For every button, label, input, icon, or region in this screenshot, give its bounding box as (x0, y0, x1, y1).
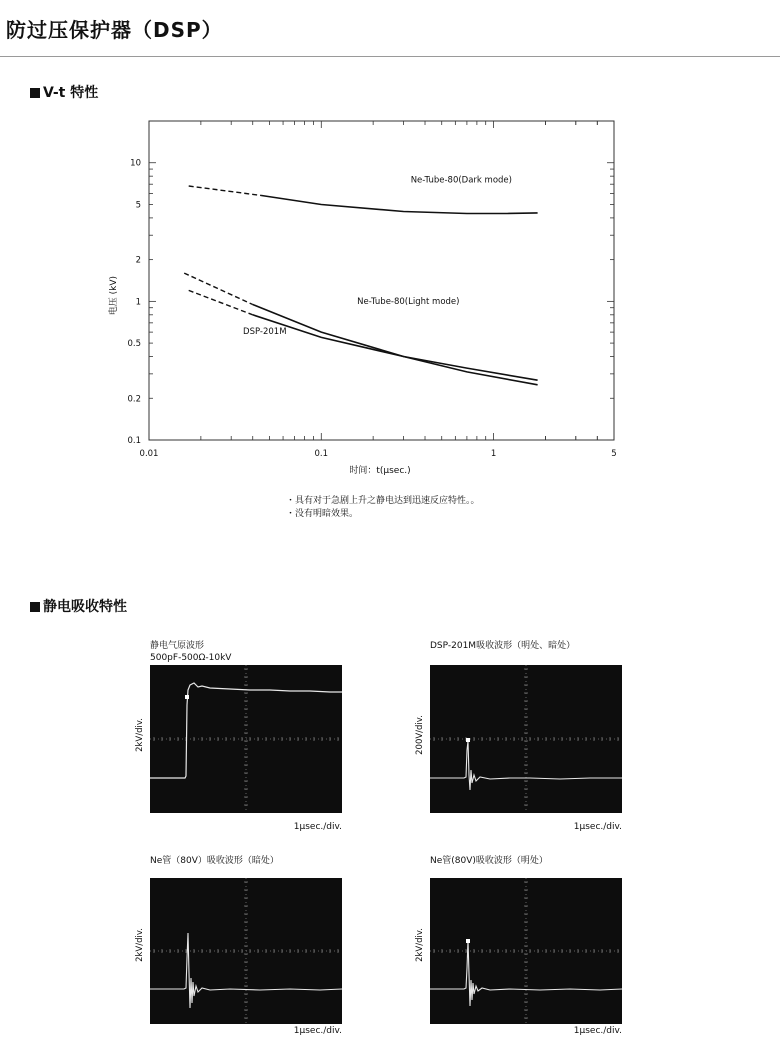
chart-frame (149, 121, 614, 440)
scope-grid (150, 878, 342, 1024)
vt-chart (100, 110, 640, 490)
vt-notes (286, 495, 480, 521)
section-title-vt-text: V-t 特性 (43, 85, 99, 101)
square-bullet-icon (30, 88, 40, 98)
scope-3-screen (150, 878, 342, 1024)
series-line-dashed (184, 273, 253, 304)
series-label: Ne-Tube-80(Dark mode) (410, 175, 512, 186)
scope-1-caption (150, 640, 231, 664)
series-line (262, 196, 538, 214)
scope-caption-line: 静电气原波形 (150, 641, 205, 651)
scope-1-xlabel: 1μsec./div. (293, 822, 342, 832)
scope-grid (430, 878, 622, 1024)
scope-3-xlabel: 1μsec./div. (293, 1026, 342, 1036)
x-tick-label: 0.1 (314, 449, 329, 459)
scope-4-screen (430, 878, 622, 1024)
series-label: Ne-Tube-80(Light mode) (357, 296, 460, 307)
scope-caption-line: 500pF-500Ω-10kV (150, 653, 232, 663)
scope-2-screen (430, 665, 622, 813)
y-axis-label: 电压 (kV) (109, 275, 119, 316)
trigger-marker (466, 738, 470, 742)
section-title-vt (30, 82, 98, 102)
x-axis-label: 时间：t(μsec.) (349, 466, 411, 476)
y-tick-label: 1 (135, 297, 141, 308)
scope-caption-line: Ne管（80V）吸收波形（暗处） (150, 856, 279, 866)
scope-caption-line: Ne管(80V)吸收波形（明处） (430, 856, 548, 866)
page-title: 防过压保护器（DSP） (6, 18, 223, 42)
scope-2-caption (430, 640, 575, 652)
series-line-dashed (189, 186, 262, 196)
scope-3-ylabel: 2kV/div. (135, 928, 145, 962)
trigger-marker (185, 695, 189, 699)
y-tick-label: 2 (135, 255, 141, 266)
scope-1-screen (150, 665, 342, 813)
x-tick-label: 5 (611, 449, 617, 459)
series-line (253, 315, 538, 380)
y-tick-label: 10 (130, 158, 141, 169)
trigger-marker (466, 939, 470, 943)
section-title-absorb (30, 596, 127, 616)
series-label: DSP-201M (243, 327, 287, 338)
y-tick-label: 0.2 (127, 394, 141, 405)
vt-note: ・没有明暗效果。 (286, 509, 359, 519)
scope-grid (150, 665, 342, 813)
scope-grid (430, 665, 622, 813)
y-tick-label: 5 (135, 200, 141, 211)
vt-note: ・具有对于急剧上升之静电达到迅速反应特性。。 (286, 496, 480, 506)
scope-2-xlabel: 1μsec./div. (573, 822, 622, 832)
scope-1-ylabel: 2kV/div. (135, 718, 145, 752)
scope-caption-line: DSP-201M吸收波形（明处、暗处） (430, 641, 576, 651)
scope-2-ylabel: 200V/div. (415, 715, 425, 755)
scope-4-xlabel: 1μsec./div. (573, 1026, 622, 1036)
square-bullet-icon (30, 602, 40, 612)
scope-trace (430, 940, 622, 1006)
scope-4-caption (430, 855, 548, 867)
y-tick-label: 0.1 (127, 436, 141, 446)
section-title-absorb-text: 静电吸收特性 (43, 599, 127, 615)
series-line-dashed (189, 290, 253, 314)
scope-4-ylabel: 2kV/div. (415, 928, 425, 962)
y-tick-label: 0.5 (127, 339, 141, 350)
x-tick-label: 0.01 (139, 449, 159, 459)
x-tick-label: 1 (490, 449, 497, 459)
scope-3-caption (150, 855, 279, 867)
title-divider (0, 56, 780, 57)
